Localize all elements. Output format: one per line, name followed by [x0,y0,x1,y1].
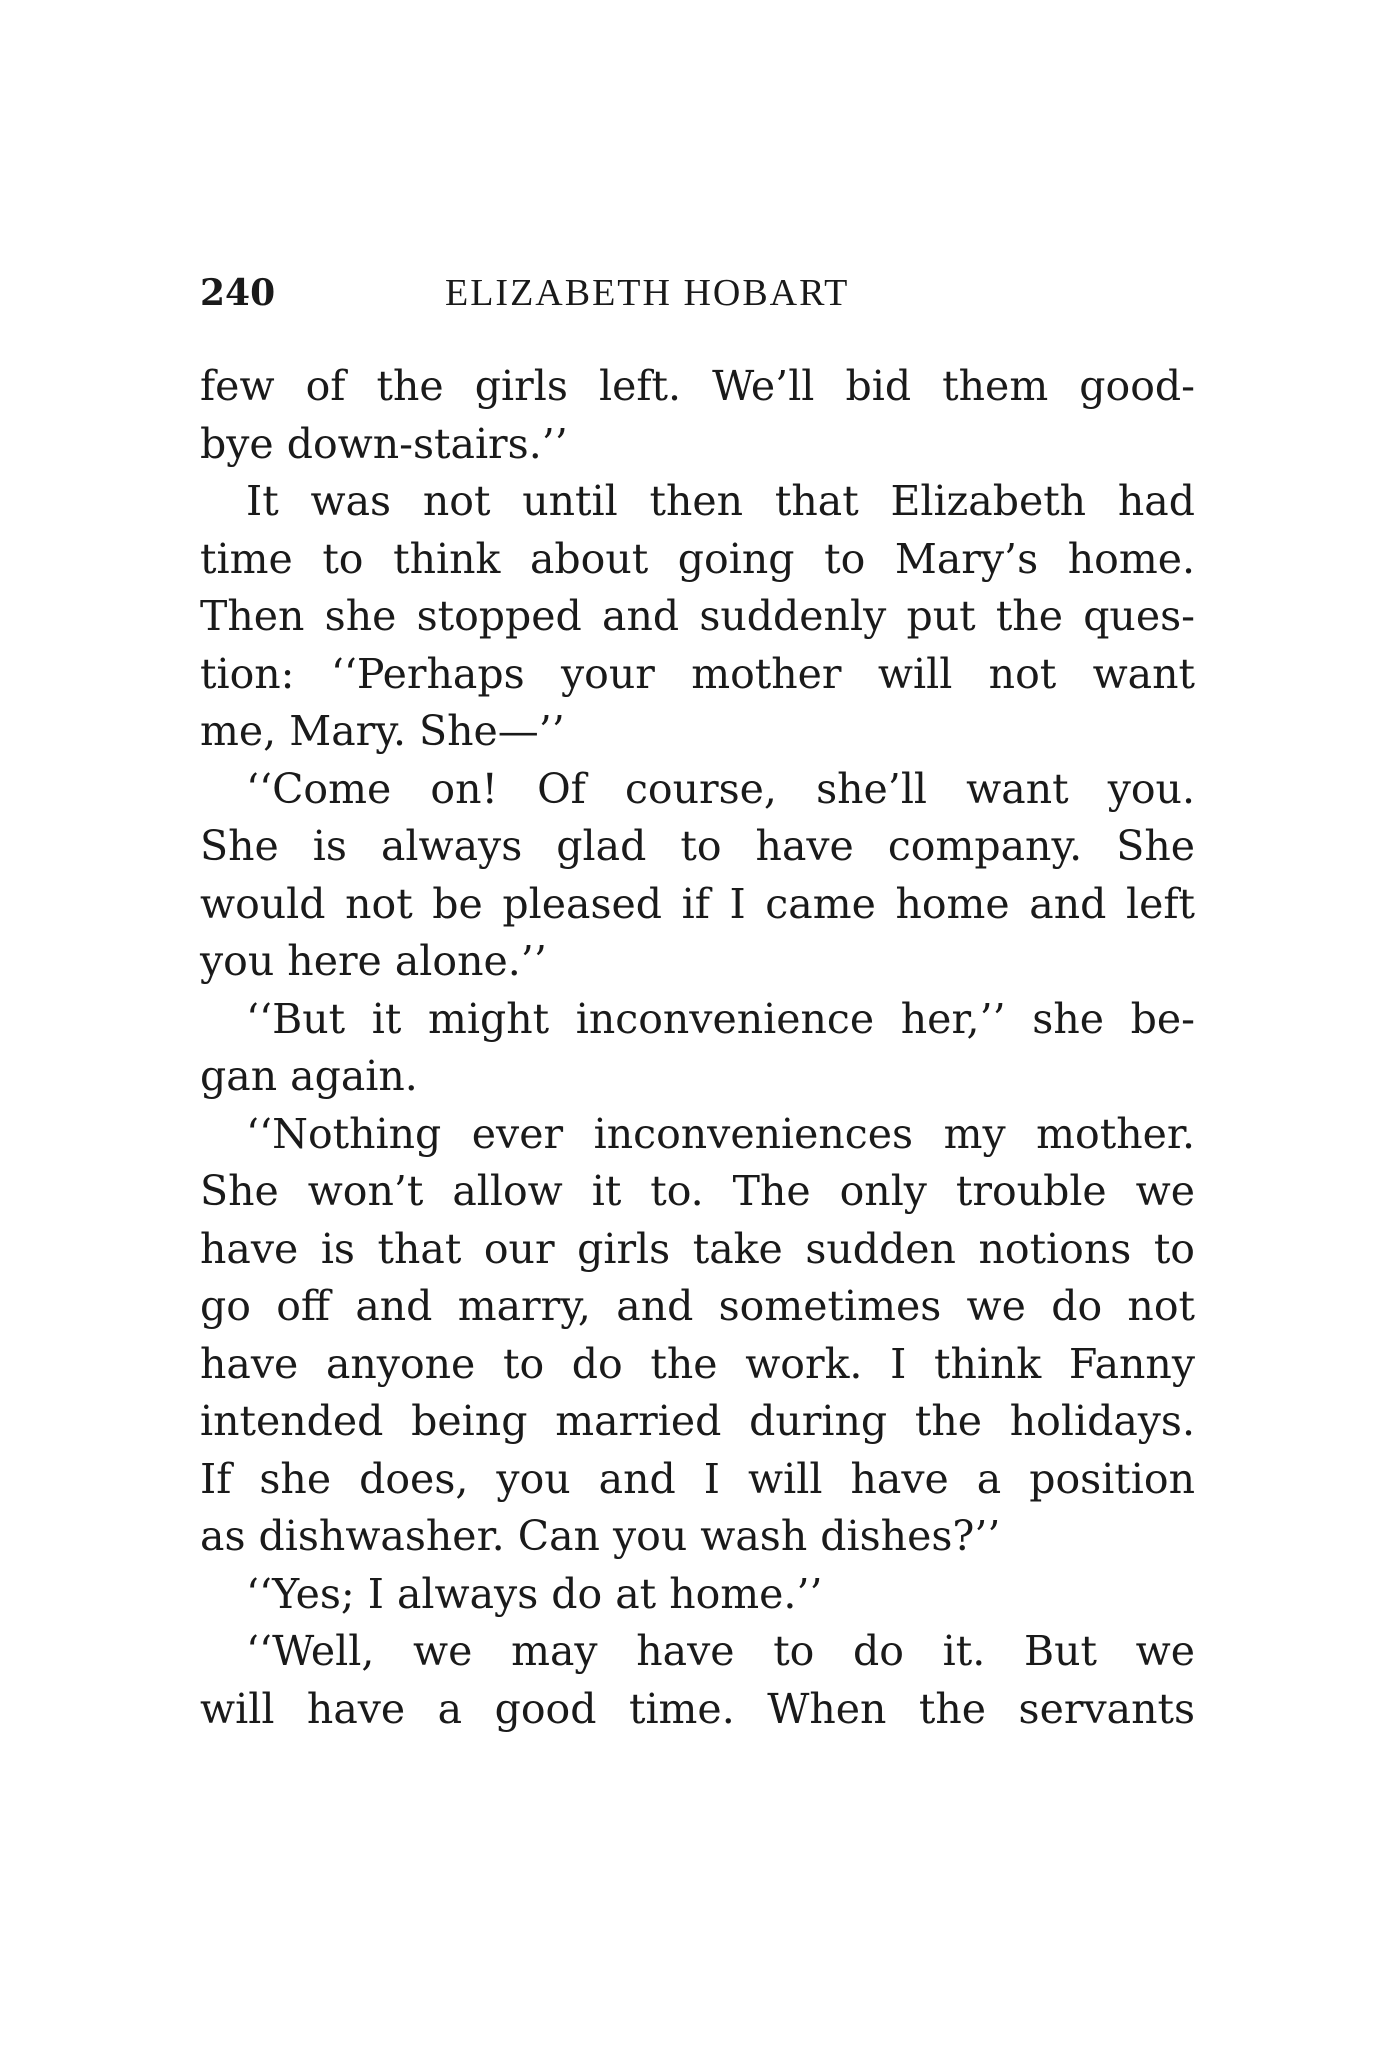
text-line: She won’t allow it to. The only trouble we [200,1167,1195,1215]
text-line: few of the girls left. We’ll bid them good- [200,362,1195,410]
text-line: you here alone.’’ [200,937,547,985]
text-line: would not be pleased if I came home and left [200,879,1195,928]
text-line: ‘‘Come on! Of course, she’ll want you. [246,764,1195,813]
text-line: ‘‘Nothing ever inconveniences my mother. [246,1109,1195,1158]
text-line: go off and marry, and sometimes we do not [200,1282,1195,1330]
text-line: ‘‘Yes; I always do at home.’’ [246,1569,823,1618]
text-line: gan again. [200,1052,418,1100]
text-line: ‘‘Well, we may have to do it. But we [246,1627,1195,1675]
text-line: have is that our girls take sudden notions to [200,1224,1195,1273]
text-line: Then she stopped and suddenly put the ques- [200,592,1195,640]
text-line: intended being married during the holidays. [200,1397,1195,1445]
text-line: as dishwasher. Can you wash dishes?’’ [200,1512,1001,1560]
page-number: 240 [200,272,276,314]
text-line: bye down-stairs.’’ [200,419,568,468]
text-line: It was not until then that Elizabeth had [246,477,1195,525]
text-line: have anyone to do the work. I think Fanny [200,1339,1195,1388]
running-title: ELIZABETH HOBART [445,272,850,314]
text-line: tion: ‘‘Perhaps your mother will not want [200,649,1195,698]
body-text [200,358,1195,1738]
text-line: time to think about going to Mary’s home. [200,534,1195,583]
running-head [200,268,1200,318]
text-line: will have a good time. When the servants [200,1684,1195,1733]
text-line: ‘‘But it might inconvenience her,’’ she be- [246,994,1195,1043]
text-line: She is always glad to have company. She [200,822,1195,870]
text-line: me, Mary. She—’’ [200,707,565,755]
text-line: If she does, you and I will have a position [200,1454,1195,1503]
